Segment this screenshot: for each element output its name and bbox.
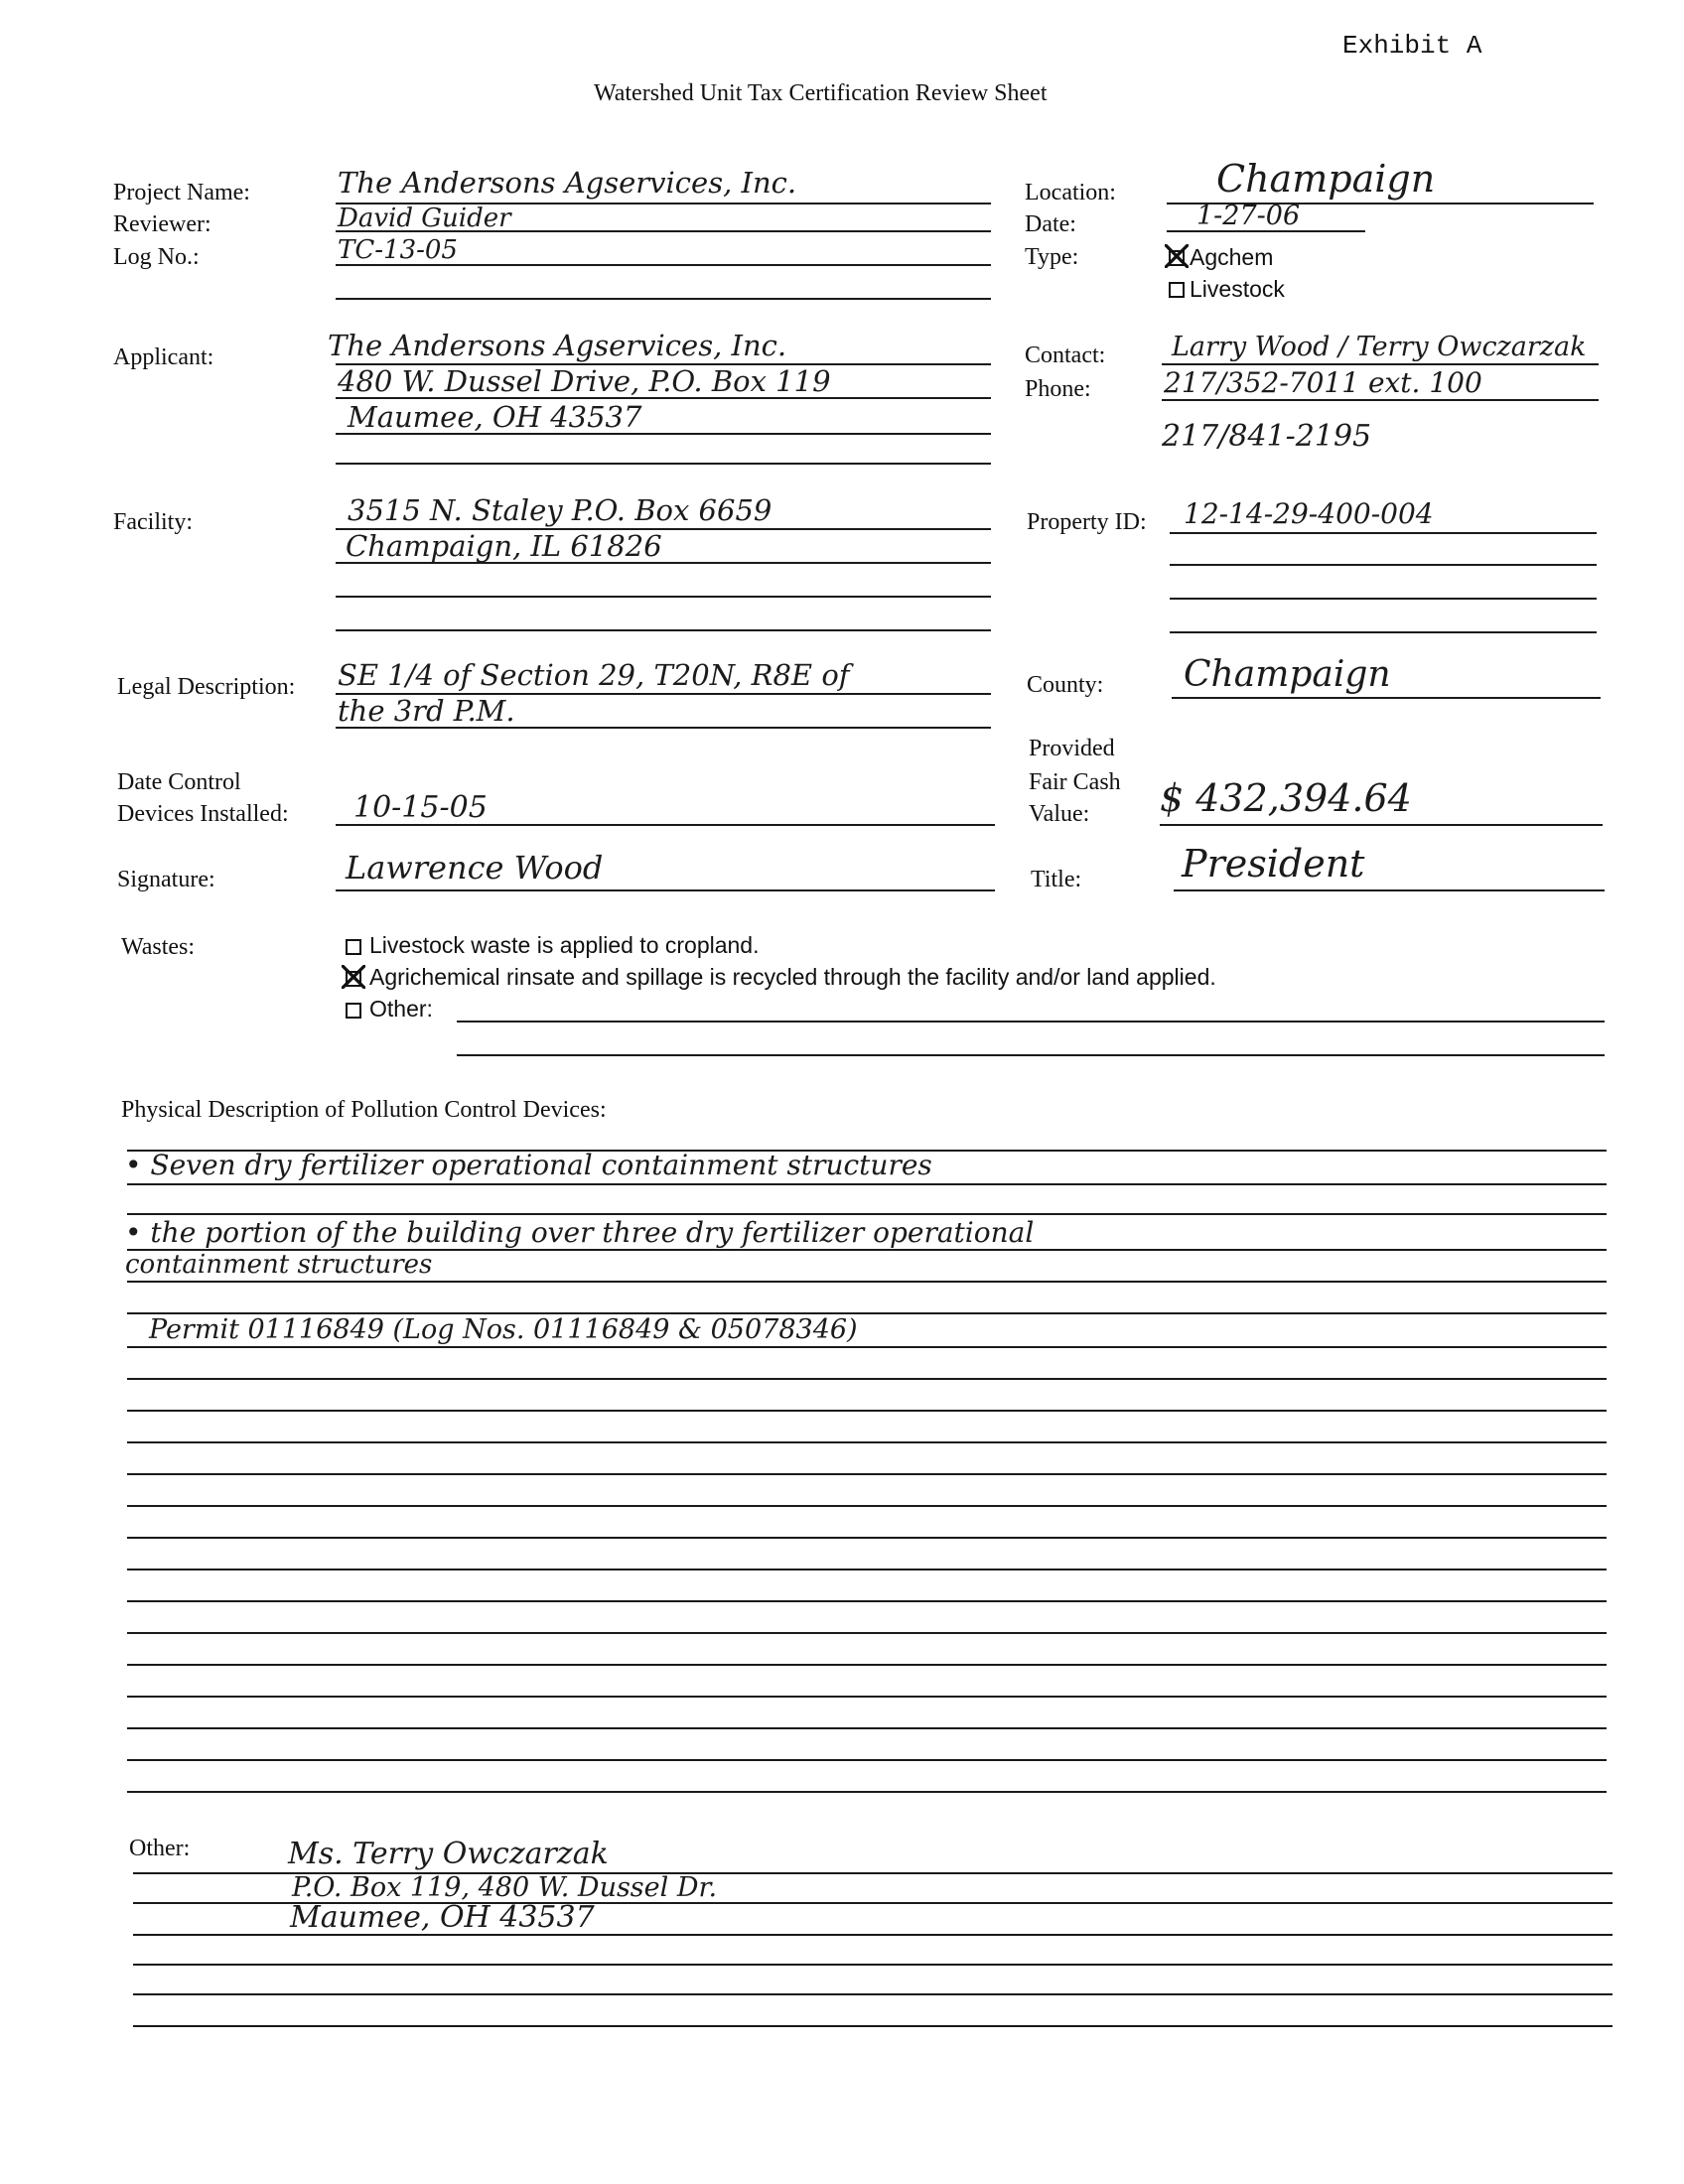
project-name-label: Project Name:: [113, 180, 250, 205]
date-installed-value: 10-15-05: [353, 790, 488, 825]
physical-description-label: Physical Description of Pollution Control Devices:: [121, 1097, 607, 1123]
physical-rule-20: [127, 1791, 1607, 1793]
physical-rule-19: [127, 1759, 1607, 1761]
wastes-agrichemical-checkbox[interactable]: [346, 971, 361, 987]
physical-rule-16: [127, 1664, 1607, 1666]
fair-cash-value: $ 432,394.64: [1160, 776, 1412, 820]
phone-value-1: 217/352-7011 ext. 100: [1164, 366, 1482, 399]
date-label: Date:: [1025, 211, 1076, 237]
facility-label: Facility:: [113, 509, 193, 535]
property-id-value: 12-14-29-400-004: [1184, 497, 1434, 530]
contact-line: [1162, 363, 1599, 365]
other-rule-3: [133, 1934, 1613, 1936]
fair-cash-label-3: Value:: [1029, 801, 1090, 827]
wastes-agrichemical-label: Agrichemical rinsate and spillage is recycled through the facility and/or land applied.: [369, 964, 1216, 990]
contact-value: Larry Wood / Terry Owczarzak: [1172, 332, 1587, 362]
applicant-line-2: 480 W. Dussel Drive, P.O. Box 119: [338, 364, 831, 398]
reviewer-label: Reviewer:: [113, 211, 211, 237]
legal-description-label: Legal Description:: [117, 674, 296, 700]
property-id-rule-3: [1170, 598, 1597, 600]
page-title: Watershed Unit Tax Certification Review Sheet: [594, 80, 1048, 106]
log-no-value: TC-13-05: [338, 235, 458, 265]
other-line-3: Maumee, OH 43537: [290, 1900, 595, 1935]
log-no-label: Log No.:: [113, 244, 200, 270]
physical-rule-10: [127, 1473, 1607, 1475]
physical-rule-2: [127, 1213, 1607, 1215]
legal-description-line-2: the 3rd P.M.: [338, 694, 515, 728]
applicant-rule-3: [336, 433, 991, 435]
applicant-label: Applicant:: [113, 344, 214, 370]
facility-rule-2: [336, 562, 991, 564]
physical-rule-11: [127, 1505, 1607, 1507]
exhibit-label: Exhibit A: [1342, 31, 1482, 61]
property-id-label: Property ID:: [1027, 509, 1147, 535]
physical-rule-18: [127, 1727, 1607, 1729]
wastes-livestock-label: Livestock waste is applied to cropland.: [369, 932, 760, 958]
wastes-other-line-2: [457, 1054, 1605, 1056]
county-value: Champaign: [1184, 654, 1391, 695]
facility-rule-3: [336, 596, 991, 598]
wastes-other-checkbox[interactable]: [346, 1003, 361, 1019]
physical-rule-6: [127, 1346, 1607, 1348]
phone-value-2: 217/841-2195: [1162, 419, 1372, 454]
physical-rule-4: [127, 1281, 1607, 1283]
property-id-rule-4: [1170, 631, 1597, 633]
physical-rule-8: [127, 1410, 1607, 1412]
other-label: Other:: [129, 1836, 191, 1861]
physical-rule-1: [127, 1183, 1607, 1185]
type-livestock-checkbox[interactable]: [1169, 282, 1185, 298]
signature-line: [336, 889, 995, 891]
physical-rule-14: [127, 1600, 1607, 1602]
property-id-rule-2: [1170, 564, 1597, 566]
location-value: Champaign: [1216, 157, 1436, 201]
fair-cash-label-2: Fair Cash: [1029, 769, 1121, 795]
signature-label: Signature:: [117, 867, 215, 892]
other-rule-4: [133, 1964, 1613, 1966]
wastes-label: Wastes:: [121, 934, 196, 960]
legal-description-line-1: SE 1/4 of Section 29, T20N, R8E of: [338, 658, 850, 692]
date-installed-label-2: Devices Installed:: [117, 801, 289, 827]
other-rule-5: [133, 1993, 1613, 1995]
date-value: 1-27-06: [1196, 201, 1301, 231]
type-agchem-checkbox[interactable]: [1169, 250, 1185, 266]
other-line-2: P.O. Box 119, 480 W. Dussel Dr.: [292, 1872, 718, 1903]
phone-label: Phone:: [1025, 376, 1091, 402]
contact-label: Contact:: [1025, 342, 1106, 368]
title-label: Title:: [1031, 867, 1082, 892]
reviewer-value: David Guider: [338, 204, 511, 233]
applicant-line-1: The Andersons Agservices, Inc.: [328, 329, 787, 362]
title-line: [1174, 889, 1605, 891]
facility-line-2: Champaign, IL 61826: [346, 529, 662, 563]
location-label: Location:: [1025, 180, 1116, 205]
type-label: Type:: [1025, 244, 1079, 270]
reviewer-line: [336, 230, 991, 232]
physical-line-3: containment structures: [125, 1250, 433, 1280]
type-agchem-label: Agchem: [1190, 244, 1274, 270]
other-rule-6: [133, 2025, 1613, 2027]
log-no-line: [336, 264, 991, 266]
other-line-1: Ms. Terry Owczarzak: [288, 1837, 609, 1871]
facility-rule-4: [336, 629, 991, 631]
physical-line-2: • the portion of the building over three dry fertilizer operational: [125, 1216, 1035, 1249]
fair-cash-line: [1160, 824, 1603, 826]
physical-rule-12: [127, 1537, 1607, 1539]
physical-rule-15: [127, 1632, 1607, 1634]
type-livestock-label: Livestock: [1190, 276, 1285, 302]
blank-line: [336, 298, 991, 300]
date-installed-line: [336, 824, 995, 826]
date-installed-label-1: Date Control: [117, 769, 241, 795]
physical-rule-7: [127, 1378, 1607, 1380]
property-id-rule-1: [1170, 532, 1597, 534]
wastes-other-line: [457, 1021, 1605, 1023]
applicant-rule-4: [336, 463, 991, 465]
legal-description-rule-2: [336, 727, 991, 729]
wastes-other-label: Other:: [369, 996, 433, 1022]
county-line: [1172, 697, 1601, 699]
phone-line: [1162, 399, 1599, 401]
county-label: County:: [1027, 672, 1104, 698]
signature-value: Lawrence Wood: [346, 849, 604, 887]
physical-rule-17: [127, 1696, 1607, 1698]
physical-rule-13: [127, 1569, 1607, 1570]
physical-line-1: • Seven dry fertilizer operational containment structures: [125, 1149, 932, 1181]
wastes-livestock-checkbox[interactable]: [346, 939, 361, 955]
physical-line-4: Permit 01116849 (Log Nos. 01116849 & 05078346): [149, 1314, 858, 1345]
applicant-line-3: Maumee, OH 43537: [348, 400, 642, 434]
facility-line-1: 3515 N. Staley P.O. Box 6659: [348, 493, 772, 527]
project-name-value: The Andersons Agservices, Inc.: [338, 166, 797, 200]
fair-cash-label-1: Provided: [1029, 736, 1115, 761]
title-value: President: [1182, 842, 1365, 886]
physical-rule-9: [127, 1441, 1607, 1443]
date-line: [1167, 230, 1365, 232]
applicant-rule-2: [336, 397, 991, 399]
